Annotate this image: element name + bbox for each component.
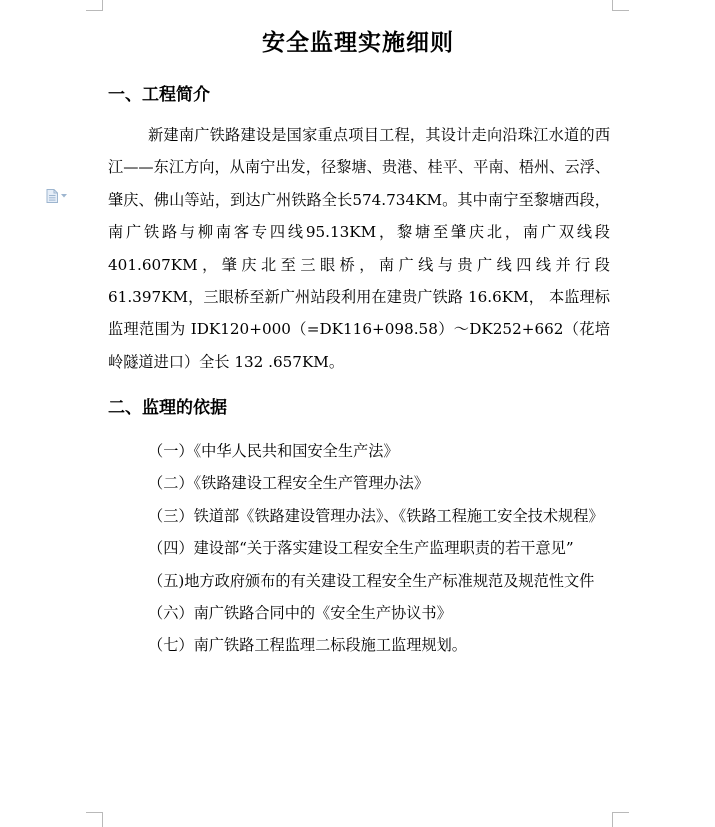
list-item: （一）《中华人民共和国安全生产法》 bbox=[148, 442, 399, 460]
page-corner-mark-top-right bbox=[612, 0, 629, 11]
page-corner-mark-bottom-right bbox=[612, 812, 629, 827]
page-corner-mark-top-left bbox=[86, 0, 103, 11]
list-item: （七）南广铁路工程监理二标段施工监理规划。 bbox=[148, 636, 467, 655]
paragraph-options-button[interactable] bbox=[46, 189, 74, 203]
project-overview-paragraph[interactable] bbox=[108, 119, 610, 378]
page-corner-mark-bottom-left bbox=[86, 812, 103, 827]
list-item: （三）铁道部《铁路建设管理办法》、《铁路工程施工安全技术规程》 bbox=[148, 506, 604, 525]
list-item: （二）《铁路建设工程安全生产管理办法》 bbox=[148, 474, 429, 493]
document-title: 安全监理实施细则 bbox=[262, 29, 454, 56]
list-item: （四）建设部“关于落实建设工程安全生产监理职责的若干意见” bbox=[148, 539, 574, 558]
supervision-basis-list bbox=[108, 435, 610, 662]
document-icon bbox=[46, 189, 58, 203]
list-item: （五)地方政府颁布的有关建设工程安全生产标准规范及规范性文件 bbox=[148, 571, 595, 590]
project-overview-text: 新建南广铁路建设是国家重点项目工程，其设计走向沿珠江水道的西江——东江方向，从南宁出发，径黎塘、贵港、桂平、平南、梧州、云浮、肇庆、佛山等站，到达广州铁路全长574.734KM。其中南宁至黎塘西段，南广铁路与柳南客专四线95.13KM，黎塘至肇庆北，南广双线段 401.607KM，肇庆北至三眼桥，南广线与贵广线四线并行段 61.397KM，三眼桥至新广州站段利用在建贵广铁路 16.6KM， 本监理标监理范围为 IDK120+000（=DK116+098.58）～DK252+662（花培岭隧道进口）全长 132 .657KM。 bbox=[108, 126, 610, 371]
list-item: （六）南广铁路合同中的《安全生产协议书》 bbox=[148, 604, 452, 623]
section-heading-supervision-basis: 二、监理的依据 bbox=[108, 398, 227, 418]
dropdown-arrow-icon bbox=[61, 194, 67, 198]
section-heading-project-overview: 一、工程简介 bbox=[108, 85, 210, 105]
